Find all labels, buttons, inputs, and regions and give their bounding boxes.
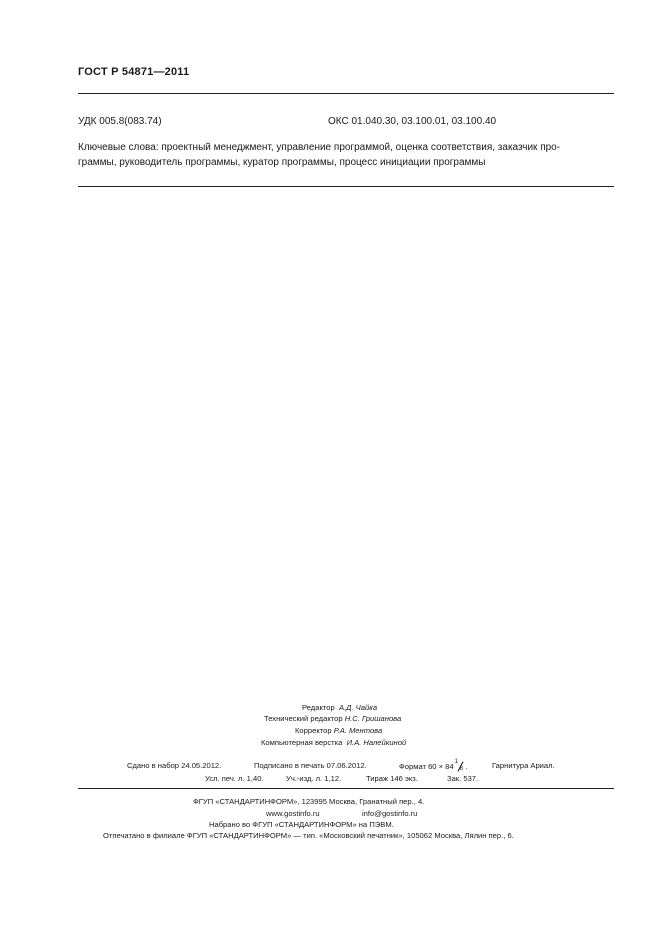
format-prefix: Формат 60 × 84	[399, 762, 454, 771]
editor-credit	[302, 702, 377, 714]
copies-count: Тираж 146 экз.	[366, 774, 418, 783]
format-fraction	[454, 761, 466, 772]
submitted-date: Сдано в набор 24.05.2012.	[127, 761, 222, 770]
publisher-website[interactable]: www.gostinfo.ru	[266, 809, 320, 818]
publisher-address: ФГУП «СТАНДАРТИНФОРМ», 123995 Москва, Гранатный пер., 4.	[193, 797, 425, 806]
corrector-label: Корректор	[295, 726, 332, 735]
corrector-credit	[295, 725, 382, 737]
keywords-divider	[78, 186, 614, 187]
keywords-line-2: граммы, руководитель программы, куратор программы, процесс инициации программы	[78, 156, 486, 168]
publisher-divider	[78, 788, 614, 789]
top-divider	[78, 93, 614, 94]
layout-name: И.А. Налейкиной	[346, 738, 407, 747]
keywords-line-1: Ключевые слова: проектный менеджмент, управление программой, оценка соответствия, заказчик про-	[78, 142, 561, 153]
pub-sheets: Уч.-изд. л. 1,12.	[286, 774, 342, 783]
tech-editor-credit	[264, 713, 401, 725]
order-number: Зак. 537.	[447, 774, 479, 783]
corrector-name: Р.А. Ментова	[333, 726, 383, 735]
layout-credit	[261, 737, 406, 749]
oks-code: ОКС 01.040.30, 03.100.01, 03.100.40	[328, 116, 497, 127]
keywords-block	[78, 141, 614, 170]
format-suffix: .	[465, 762, 468, 771]
printed-info: Отпечатано в филиале ФГУП «СТАНДАРТИНФОРМ» — тип. «Московский печатник», 105062 Москва, Лялин пер., 6.	[103, 831, 514, 840]
publisher-email[interactable]: info@gostinfo.ru	[362, 809, 418, 818]
editor-name: А.Д. Чайка	[338, 703, 378, 712]
format-denominator: 8	[459, 766, 463, 772]
document-code: ГОСТ Р 54871—2011	[78, 66, 190, 78]
print-format	[399, 761, 468, 772]
print-sheets: Усл. печ. л. 1,40.	[205, 774, 264, 783]
tech-editor-name: Н.С. Гришанова	[344, 714, 402, 723]
typeset-info: Набрано во ФГУП «СТАНДАРТИНФОРМ» на ПЭВМ.	[209, 820, 394, 829]
format-numerator: 1	[454, 759, 458, 765]
editor-label: Редактор	[302, 703, 335, 712]
layout-label: Компьютерная верстка	[261, 738, 343, 747]
udk-code: УДК 005.8(083.74)	[78, 116, 162, 127]
font-info: Гарнитура Ариал.	[492, 761, 555, 770]
tech-editor-label: Технический редактор	[264, 714, 343, 723]
signed-date: Подписано в печать 07.06.2012.	[254, 761, 367, 770]
